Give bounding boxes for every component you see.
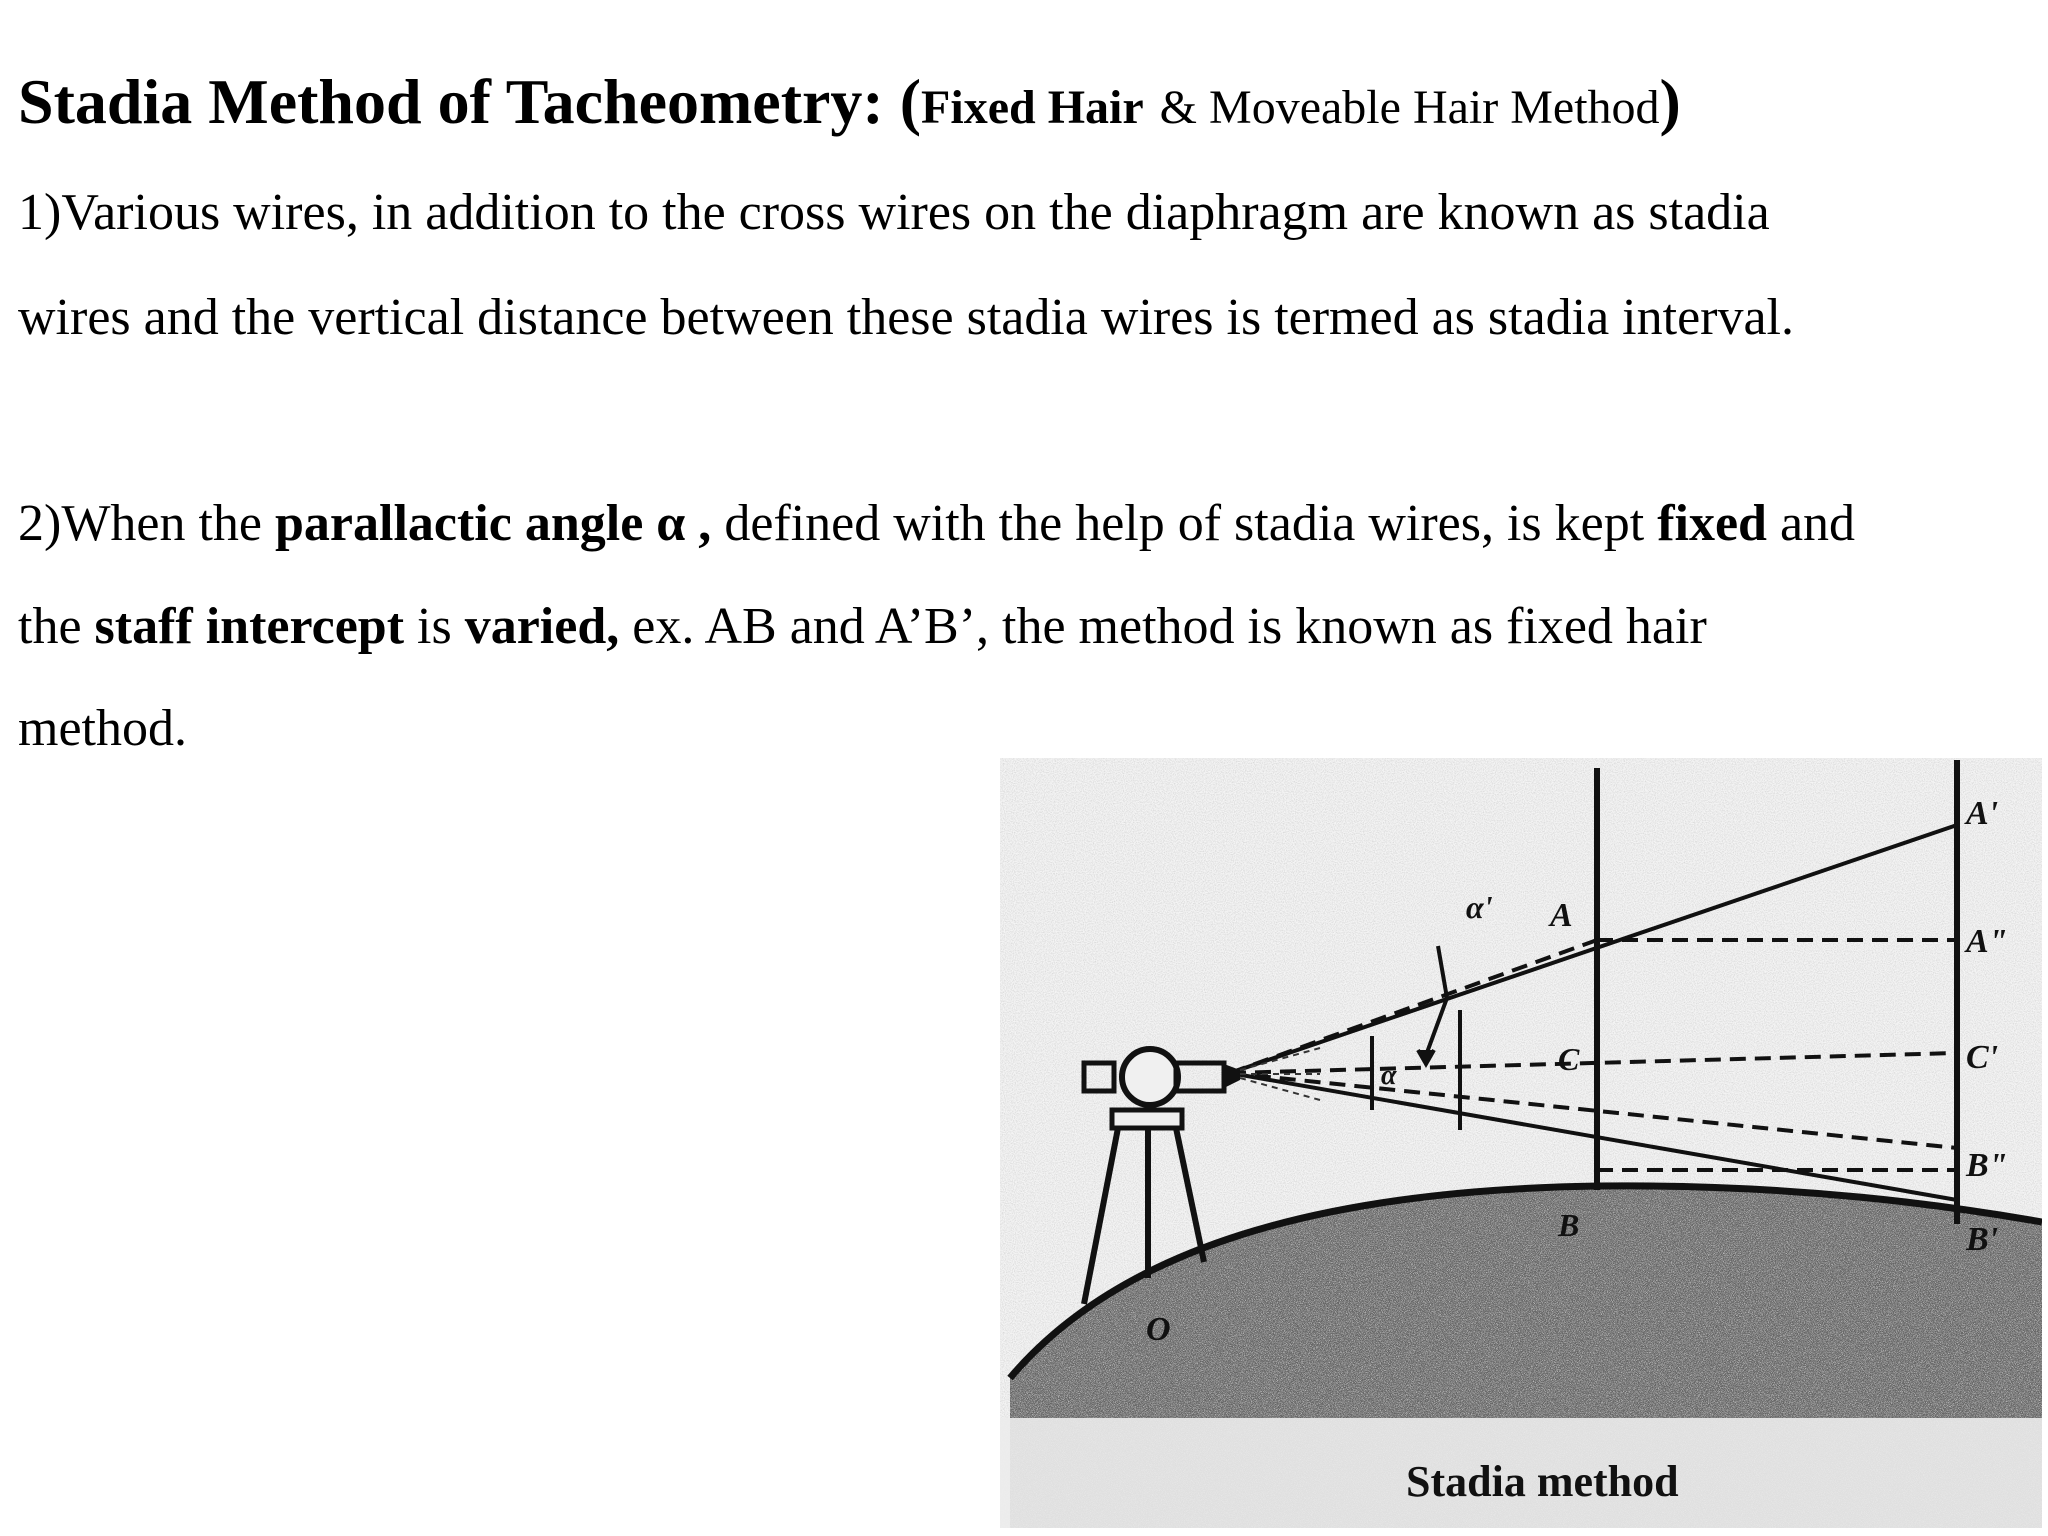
title-close-paren: ) bbox=[1659, 66, 1681, 137]
title-fixed-hair: Fixed Hair bbox=[921, 81, 1144, 134]
label-b: B bbox=[1558, 1207, 1580, 1243]
p2-l1-a: 2)When the bbox=[18, 495, 276, 552]
point1-line2: wires and the vertical distance between these stadia wires is termed as stadia interval. bbox=[18, 289, 1794, 346]
point2-line1 bbox=[18, 489, 1855, 559]
label-b-prime: B' bbox=[1966, 1221, 1999, 1258]
page-title bbox=[18, 62, 1681, 148]
instrument-base bbox=[1112, 1110, 1182, 1128]
staff-intercept-term: staff intercept bbox=[94, 598, 405, 655]
label-c-prime: C' bbox=[1966, 1039, 1999, 1076]
title-main: Stadia Method of Tacheometry: bbox=[18, 66, 884, 137]
p2-l2-a: the bbox=[18, 598, 95, 655]
varied-term: varied, bbox=[464, 598, 620, 655]
label-o: O bbox=[1146, 1311, 1171, 1348]
label-b-double: B" bbox=[1966, 1147, 2008, 1184]
label-a-double: A" bbox=[1966, 923, 2008, 960]
figure-caption: Stadia method bbox=[1406, 1457, 1679, 1506]
point2-line2 bbox=[18, 592, 1707, 662]
parallactic-angle-term: parallactic angle α , bbox=[275, 495, 712, 552]
label-a: A bbox=[1550, 897, 1573, 934]
label-a-prime: A' bbox=[1966, 795, 1999, 832]
p2-l2-c: is bbox=[404, 598, 465, 655]
title-open-paren: ( bbox=[899, 66, 922, 137]
point1-line1: 1)Various wires, in addition to the cross wires on the diaphragm are known as stadia bbox=[18, 184, 1770, 241]
fixed-term: fixed bbox=[1657, 495, 1767, 552]
label-c: C bbox=[1558, 1041, 1580, 1077]
stadia-method-figure bbox=[1000, 758, 2042, 1528]
point2-line3: method. bbox=[18, 700, 187, 757]
p2-l2-e: ex. AB and A’B’, the method is known as fixed hair bbox=[619, 598, 1707, 655]
p2-l1-c: defined with the help of stadia wires, is kept bbox=[711, 495, 1658, 552]
label-alpha: α bbox=[1381, 1060, 1397, 1091]
title-rest: & Moveable Hair Method bbox=[1159, 81, 1660, 134]
stadia-diagram bbox=[1000, 758, 2042, 1528]
p2-l1-e: and bbox=[1766, 495, 1856, 552]
telescope-body bbox=[1122, 1049, 1178, 1105]
label-alpha-prime: α' bbox=[1466, 889, 1493, 925]
